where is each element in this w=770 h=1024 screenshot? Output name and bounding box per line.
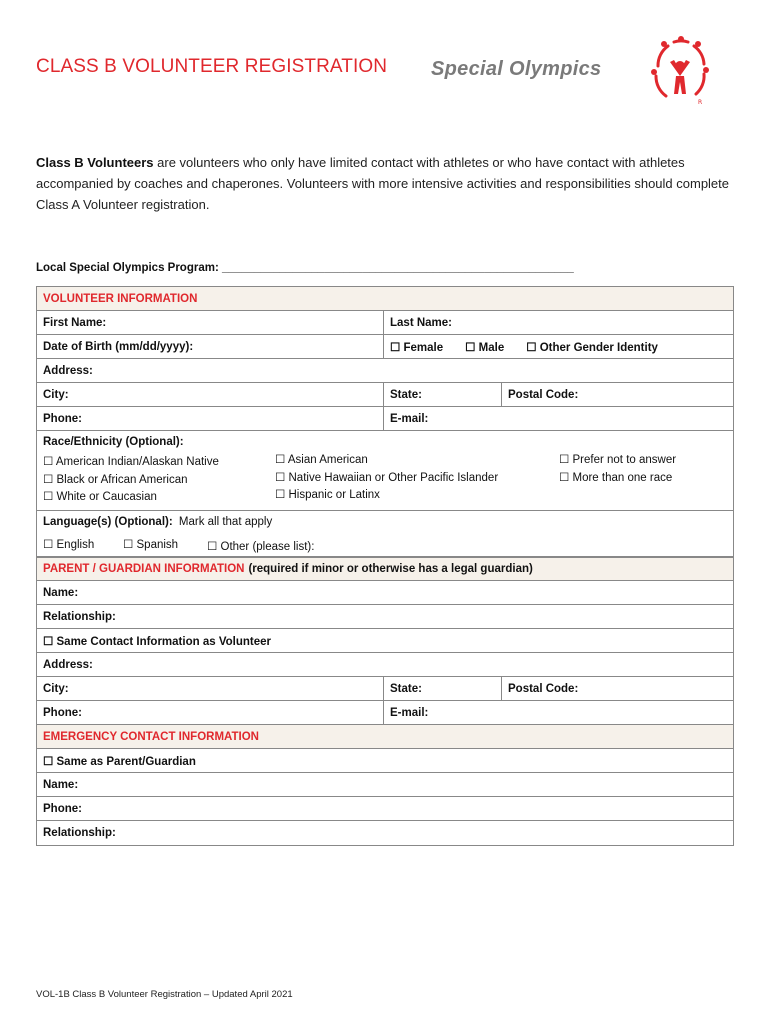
guardian-phone-field[interactable]: Phone: <box>43 706 82 719</box>
city-row <box>37 383 733 407</box>
page-title: CLASS B VOLUNTEER REGISTRATION <box>36 56 388 77</box>
guardian-heading: PARENT / GUARDIAN INFORMATION <box>43 563 245 575</box>
last-name-field[interactable]: Last Name: <box>383 311 733 334</box>
postal-code-field[interactable]: Postal Code: <box>501 383 733 406</box>
race-label: Race/Ethnicity (Optional): <box>43 436 184 448</box>
emergency-relationship-field[interactable]: Relationship: <box>43 827 116 839</box>
phone-row <box>37 407 733 431</box>
language-note: Mark all that apply <box>178 516 273 528</box>
phone-field[interactable]: Phone: <box>43 412 82 425</box>
emergency-heading: EMERGENCY CONTACT INFORMATION <box>43 730 259 743</box>
language-label-line <box>37 511 733 534</box>
emergency-section-header <box>37 725 733 749</box>
guardian-postal-field[interactable]: Postal Code: <box>501 677 733 700</box>
emergency-same-checkbox[interactable]: ☐ Same as Parent/Guardian <box>43 755 196 768</box>
dob-gender-row <box>37 335 733 359</box>
volunteer-heading: VOLUNTEER INFORMATION <box>43 292 198 305</box>
guardian-city-field[interactable]: City: <box>43 682 69 695</box>
name-row <box>37 311 733 335</box>
local-program-field[interactable]: Local Special Olympics Program: _______________________________________________________ <box>36 262 574 274</box>
guardian-address-row <box>37 653 733 677</box>
gender-male-checkbox[interactable]: ☐ Male <box>465 341 505 354</box>
intro-lead: Class B Volunteers <box>36 155 154 170</box>
guardian-name-field[interactable]: Name: <box>43 586 79 599</box>
email-field[interactable]: E-mail: <box>383 407 733 430</box>
intro-paragraph <box>36 152 736 215</box>
race-multiple-checkbox[interactable]: ☐ More than one race <box>559 471 673 484</box>
guardian-relationship-field[interactable]: Relationship: <box>43 610 116 623</box>
lang-english-checkbox[interactable]: ☐ English <box>43 539 95 551</box>
intro-body: are volunteers who only have limited contact with athletes or who have contact with athletes accompanied by coaches and chaperones. Volunteers with more intensive activities and responsibilities should complete Class A Volunteer registration. <box>36 155 730 212</box>
emergency-phone-field[interactable]: Phone: <box>43 802 82 815</box>
guardian-phone-row <box>37 701 733 725</box>
guardian-same-row <box>37 629 733 653</box>
page-footer: VOL-1B Class B Volunteer Registration – Updated April 2021 <box>36 989 293 1000</box>
volunteer-section-header <box>37 287 733 311</box>
emergency-name-row <box>37 773 733 797</box>
guardian-email-field[interactable]: E-mail: <box>383 701 733 724</box>
guardian-heading-cell <box>37 558 539 580</box>
language-label: Language(s) (Optional): <box>43 516 173 528</box>
language-options <box>37 534 733 555</box>
guardian-address-field[interactable]: Address: <box>43 658 93 671</box>
guardian-city-row <box>37 677 733 701</box>
race-pacific-islander-checkbox[interactable]: ☐ Native Hawaiian or Other Pacific Islander <box>275 471 499 484</box>
race-hispanic-checkbox[interactable]: ☐ Hispanic or Latinx <box>275 489 380 501</box>
race-black-checkbox[interactable]: ☐ Black or African American <box>43 473 188 486</box>
emergency-name-field[interactable]: Name: <box>43 778 79 791</box>
address-field[interactable]: Address: <box>43 364 93 377</box>
special-olympics-logo-text: Special Olympics <box>431 58 602 80</box>
language-row <box>37 511 733 557</box>
race-row <box>37 431 733 511</box>
state-field[interactable]: State: <box>383 383 501 406</box>
guardian-section-header <box>37 557 733 581</box>
city-field[interactable]: City: <box>43 388 69 401</box>
gender-other-checkbox[interactable]: ☐ Other Gender Identity <box>526 341 658 354</box>
gender-options <box>383 335 733 358</box>
emergency-same-row <box>37 749 733 773</box>
special-olympics-logo-icon <box>648 36 712 108</box>
dob-field[interactable]: Date of Birth (mm/dd/yyyy): <box>43 340 194 353</box>
lang-other-checkbox[interactable]: ☐ Other (please list): <box>207 541 315 553</box>
race-asian-checkbox[interactable]: ☐ Asian American <box>275 454 368 466</box>
emergency-relationship-row <box>37 821 733 845</box>
svg-text:R: R <box>698 99 703 106</box>
gender-female-checkbox[interactable]: ☐ Female <box>390 341 444 354</box>
race-american-indian-checkbox[interactable]: ☐ American Indian/Alaskan Native <box>43 456 219 468</box>
emergency-phone-row <box>37 797 733 821</box>
first-name-field[interactable]: First Name: <box>43 316 107 329</box>
guardian-same-checkbox[interactable]: ☐ Same Contact Information as Volunteer <box>43 635 271 648</box>
guardian-note: (required if minor or otherwise has a legal guardian) <box>248 563 533 575</box>
guardian-name-row <box>37 581 733 605</box>
address-row <box>37 359 733 383</box>
race-white-checkbox[interactable]: ☐ White or Caucasian <box>43 491 157 503</box>
race-prefer-not-checkbox[interactable]: ☐ Prefer not to answer <box>559 454 677 466</box>
race-options <box>37 454 733 510</box>
registration-form <box>36 286 734 846</box>
lang-spanish-checkbox[interactable]: ☐ Spanish <box>123 539 179 551</box>
guardian-relationship-row <box>37 605 733 629</box>
guardian-state-field[interactable]: State: <box>383 677 501 700</box>
